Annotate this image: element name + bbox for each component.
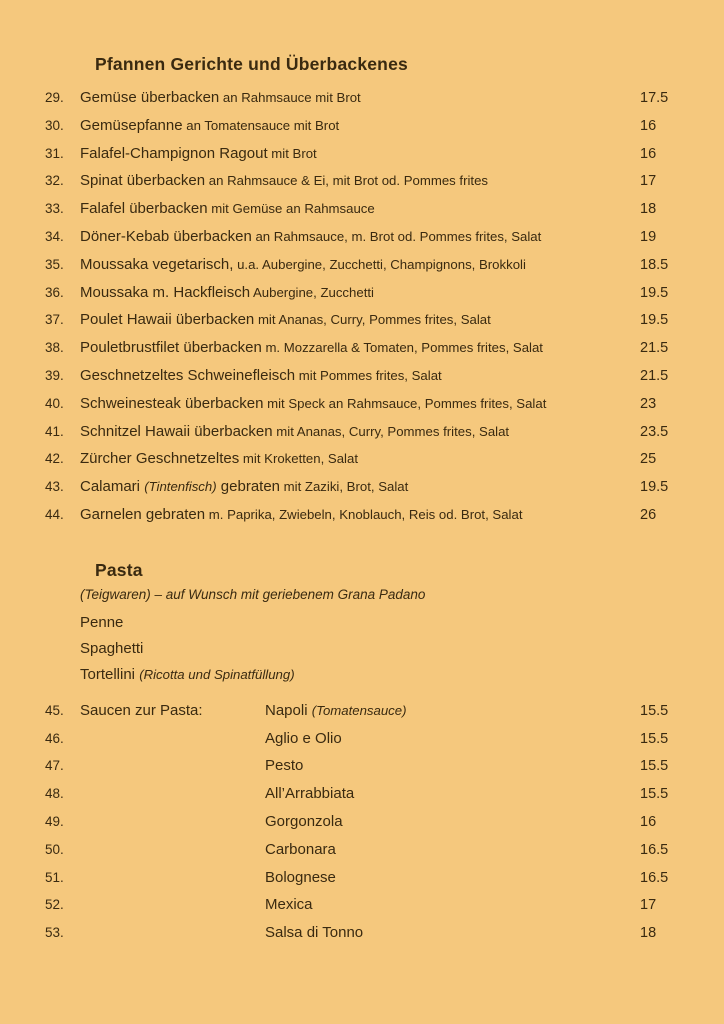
pfannen-items-list	[45, 89, 714, 534]
menu-item-row	[45, 395, 714, 423]
item-price: 17	[640, 173, 657, 190]
item-price: 16.5	[640, 869, 669, 886]
item-number: 46.	[45, 730, 64, 746]
item-price: 15.5	[640, 758, 669, 775]
item-number: 49.	[45, 813, 64, 829]
menu-item-row	[45, 423, 714, 451]
item-number: 33.	[45, 201, 64, 217]
item-text	[80, 200, 640, 218]
item-number: 45.	[45, 702, 64, 718]
item-price: 15.5	[640, 730, 669, 747]
item-text	[80, 367, 640, 385]
item-text	[80, 117, 640, 135]
item-price: 16	[640, 117, 657, 134]
item-text-segment: Pouletbrustfilet überbacken	[80, 339, 262, 357]
item-text-segment: mit Zaziki, Brot, Salat	[280, 479, 409, 495]
item-price: 23	[640, 395, 657, 412]
menu-item-row	[45, 172, 714, 200]
sauce-name	[265, 702, 640, 720]
sauce-item-row	[45, 813, 714, 841]
sauce-name	[265, 896, 640, 914]
item-text-segment: Gemüse überbacken	[80, 89, 220, 106]
item-text	[80, 395, 640, 413]
item-text-segment: Gorgonzola	[265, 812, 343, 830]
item-price: 21.5	[640, 340, 669, 357]
section-title-pfannen: Pfannen Gerichte und Überbackenes	[95, 54, 408, 74]
item-text-segment: Salsa di Tonno	[265, 924, 364, 942]
item-number: 48.	[45, 786, 64, 802]
item-text-segment: Moussaka m. Hackfleisch	[80, 283, 251, 301]
menu-item-row	[45, 200, 714, 228]
sauce-name	[265, 924, 640, 942]
item-text-segment: Falafel-Champignon Ragout	[80, 144, 268, 162]
item-text-segment: gebraten	[216, 478, 281, 496]
item-number: 53.	[45, 925, 64, 941]
item-number: 42.	[45, 451, 64, 467]
item-text	[80, 172, 640, 190]
sauces-label: Saucen zur Pasta:	[80, 701, 203, 719]
item-price: 19.5	[640, 479, 669, 496]
item-text	[80, 478, 640, 496]
pasta-type-row	[80, 666, 714, 692]
menu-item-row	[45, 478, 714, 506]
item-text-segment: an Tomatensauce mit Brot	[182, 117, 340, 133]
pasta-type-name	[80, 614, 714, 632]
menu-item-row	[45, 89, 714, 117]
item-text-segment: mit Ananas, Curry, Pommes frites, Salat	[272, 423, 510, 439]
pasta-type-row	[80, 640, 714, 666]
sauce-item-row	[45, 785, 714, 813]
item-price: 21.5	[640, 367, 669, 384]
item-number: 29.	[45, 90, 64, 105]
item-number: 41.	[45, 423, 64, 439]
item-price: 16.5	[640, 841, 669, 858]
item-text-segment: Zürcher Geschnetzeltes	[80, 450, 240, 468]
sauce-name	[265, 869, 640, 887]
item-number: 51.	[45, 869, 64, 885]
item-number: 35.	[45, 256, 64, 272]
item-price: 23.5	[640, 423, 669, 440]
item-number: 37.	[45, 312, 64, 328]
item-text-segment: Aubergine, Zucchetti	[250, 284, 374, 300]
item-text-segment: Spinat überbacken	[80, 172, 206, 190]
item-number: 47.	[45, 758, 64, 774]
item-text-segment: m. Paprika, Zwiebeln, Knoblauch, Reis od. Brot, Salat	[205, 506, 523, 522]
item-text	[80, 311, 640, 329]
sauce-item-row	[45, 869, 714, 897]
item-text-segment: (Tintenfisch)	[144, 479, 217, 495]
sauce-name	[265, 730, 640, 748]
item-number: 32.	[45, 173, 64, 189]
sauce-item-row	[45, 702, 714, 730]
item-number: 38.	[45, 340, 64, 356]
sauce-name	[265, 757, 640, 775]
item-text-segment: (Tomatensauce)	[311, 702, 407, 718]
item-text-segment: Geschnetzeltes Schweinefleisch	[80, 366, 296, 384]
item-text-segment: Calamari	[80, 478, 145, 496]
pasta-types-list	[45, 614, 714, 692]
pasta-type-row	[80, 614, 714, 640]
item-text-segment: Garnelen gebraten	[80, 505, 206, 523]
item-price: 19	[640, 228, 657, 245]
item-text-segment: an Rahmsauce & Ei, mit Brot od. Pommes frites	[205, 173, 488, 189]
item-text-segment: Schnitzel Hawaii überbacken	[80, 422, 273, 440]
item-text	[80, 339, 640, 357]
menu-item-row	[45, 506, 714, 534]
item-text	[80, 89, 640, 107]
item-price: 19.5	[640, 312, 669, 329]
item-price: 16	[640, 813, 657, 830]
item-text-segment: Tortellini	[80, 665, 140, 683]
menu-item-row	[45, 117, 714, 145]
item-number: 43.	[45, 479, 64, 495]
item-text-segment: Mexica	[265, 896, 313, 914]
item-number: 39.	[45, 367, 64, 383]
item-number: 40.	[45, 395, 64, 411]
item-text	[80, 256, 640, 274]
item-number: 30.	[45, 117, 64, 133]
item-price: 17	[640, 897, 657, 914]
item-number: 44.	[45, 506, 64, 522]
item-text-segment: (Ricotta und Spinatfüllung)	[139, 666, 295, 682]
item-text-segment: Pesto	[265, 757, 304, 775]
item-number: 36.	[45, 284, 64, 300]
sauce-item-row	[45, 841, 714, 869]
item-price: 26	[640, 506, 657, 523]
menu-item-row	[45, 256, 714, 284]
item-text-segment: Döner-Kebab überbacken	[80, 227, 252, 245]
item-text-segment: mit Speck an Rahmsauce, Pommes frites, Salat	[263, 395, 547, 411]
sauce-item-row	[45, 757, 714, 785]
menu-item-row	[45, 145, 714, 173]
item-text-segment: All’Arrabbiata	[265, 785, 355, 803]
sauce-name	[265, 813, 640, 831]
sauce-item-row	[45, 924, 714, 952]
item-text	[80, 145, 640, 163]
item-price: 19.5	[640, 284, 669, 301]
item-text	[80, 506, 640, 524]
sauce-name	[265, 841, 640, 859]
menu-item-row	[45, 311, 714, 339]
item-text-segment: Napoli	[265, 701, 312, 719]
sauce-item-row	[45, 896, 714, 924]
menu-item-row	[45, 284, 714, 312]
item-text-segment: Penne	[80, 613, 124, 631]
item-text	[80, 450, 640, 468]
item-number: 50.	[45, 841, 64, 857]
item-text-segment: mit Kroketten, Salat	[239, 451, 358, 467]
item-price: 25	[640, 451, 657, 468]
item-price: 18	[640, 201, 657, 218]
item-text-segment: mit Ananas, Curry, Pommes frites, Salat	[254, 312, 491, 328]
item-price: 16	[640, 145, 657, 162]
item-number: 52.	[45, 897, 64, 913]
item-text-segment: mit Pommes frites, Salat	[295, 367, 442, 383]
item-text-segment: an Rahmsauce mit Brot	[219, 90, 361, 105]
item-text-segment: mit Gemüse an Rahmsauce	[207, 201, 375, 217]
item-text-segment: Spaghetti	[80, 639, 144, 657]
pasta-type-name	[80, 640, 714, 658]
menu-item-row	[45, 367, 714, 395]
item-price: 18	[640, 925, 657, 942]
pasta-subtitle: (Teigwaren) – auf Wunsch mit geriebenem Grana Padano	[80, 586, 426, 602]
item-number: 34.	[45, 228, 64, 244]
sauce-name	[265, 785, 640, 803]
item-text-segment: Falafel überbacken	[80, 200, 208, 218]
item-text-segment: Schweinesteak überbacken	[80, 394, 264, 412]
section-title-pasta: Pasta	[95, 559, 143, 580]
item-text	[80, 284, 640, 302]
item-text-segment: Gemüsepfanne	[80, 116, 183, 134]
item-text-segment: m. Mozzarella & Tomaten, Pommes frites, Salat	[261, 340, 543, 356]
pasta-section	[45, 560, 714, 952]
item-text-segment: Bolognese	[265, 868, 336, 886]
item-text-segment: Moussaka vegetarisch,	[80, 255, 234, 273]
sauce-items-list	[45, 702, 714, 952]
menu-item-row	[45, 228, 714, 256]
item-text-segment: u.a. Aubergine, Zucchetti, Champignons, Brokkoli	[233, 256, 526, 272]
item-text	[80, 423, 640, 441]
item-text	[80, 228, 640, 246]
item-text-segment: Poulet Hawaii überbacken	[80, 311, 255, 329]
item-price: 17.5	[640, 90, 669, 106]
pasta-type-name	[80, 666, 714, 684]
item-number: 31.	[45, 145, 64, 161]
menu-item-row	[45, 450, 714, 478]
sauce-item-row	[45, 730, 714, 758]
item-text-segment: Aglio e Olio	[265, 729, 342, 747]
item-text-segment: Carbonara	[265, 840, 336, 858]
menu-item-row	[45, 339, 714, 367]
item-price: 15.5	[640, 702, 669, 719]
item-text-segment: mit Brot	[267, 145, 317, 161]
item-price: 15.5	[640, 786, 669, 803]
item-price: 18.5	[640, 256, 669, 273]
item-text-segment: an Rahmsauce, m. Brot od. Pommes frites, Salat	[251, 228, 542, 244]
